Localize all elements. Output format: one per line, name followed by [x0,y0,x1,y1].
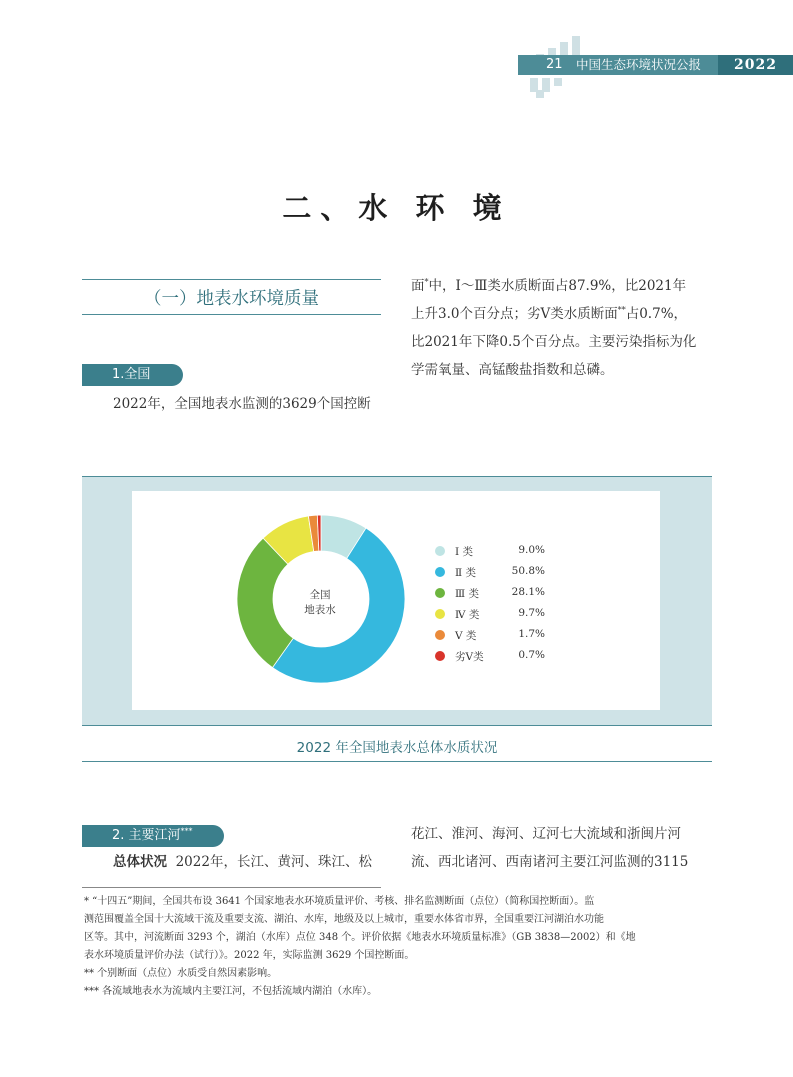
legend-swatch [435,588,445,598]
legend-item [435,586,545,600]
decorative-square [554,78,562,86]
figure-caption: 2022 年全国地表水总体水质状况 [296,740,498,756]
legend-value: 28.1% [511,586,545,598]
legend-item [435,607,545,621]
page-number: 21 [546,57,563,72]
national-text-col2-line4: 学需氧量、高锰酸盐指数和总磷。 [411,362,614,378]
rivers-label-text: 2. 主要江河 [112,828,181,843]
footnote-1-line2: 测范围覆盖全国十大流域干流及重要支流、湖泊、水库，地级及以上城市，重要水体省市界，全国重要江河湖泊水功能 [84,914,604,925]
subsection-label-national: 1.全国 [82,364,183,386]
chapter-title: 二、水 环 境 [282,191,511,225]
rivers-text-col2-line1: 花江、淮河、海河、辽河七大流域和浙闽片河 [411,826,681,842]
rivers-text-col1 [113,848,372,876]
legend-label: 劣Ⅴ类 [455,651,484,663]
legend-label: Ⅰ 类 [455,546,473,558]
legend-swatch [435,651,445,661]
legend-value: 0.7% [518,649,545,661]
donut-center-label-line1: 全国 [309,589,331,601]
rivers-text: 2022年，长江、黄河、珠江、松 [175,854,372,870]
footnote-rule [82,887,381,888]
legend-value: 1.7% [518,628,545,640]
section-rule-top [82,279,381,280]
section-rule-bottom [82,314,381,315]
decorative-square [536,90,544,98]
footnote-3: *** 各流域地表水为流域内主要江河，不包括流域内湖泊（水库）。 [84,986,378,997]
publication-year: 2022 [718,55,793,75]
footnote-1-line1: * “十四五”期间，全国共布设 3641 个国家地表水环境质量评价、考核、排名监测断面（点位）（简称国控断面）。监 [84,896,595,907]
legend-swatch [435,630,445,640]
legend-swatch [435,609,445,619]
legend-swatch [435,567,445,577]
legend-value: 9.0% [518,544,545,556]
footnote-1-line3: 区等。其中，河流断面 3293 个，湖泊（水库）点位 348 个。评价依据《地表水环境质量标准》（GB 3838—2002）和《地 [84,932,636,943]
donut-center-label-line2: 地表水 [304,604,336,616]
legend-value: 50.8% [511,565,545,577]
figure-rule-bottom [82,761,712,762]
legend-item [435,628,545,642]
legend-item [435,565,545,579]
rivers-label-marker: *** [180,826,193,836]
legend-label: Ⅴ 类 [455,630,477,642]
publication-title: 中国生态环境状况公报 [576,57,702,72]
section-heading: （一）地表水环境质量 [144,289,319,309]
figure-rule-middle [82,725,712,726]
rivers-text-col2-line2: 流、西北诸河、西南诸河主要江河监测的3115 [411,854,689,870]
footnote-2: ** 个别断面（点位）水质受自然因素影响。 [84,968,278,979]
national-text-col1: 2022年，全国地表水监测的3629个国控断 [113,396,371,412]
legend-swatch [435,546,445,556]
subsection-label-rivers [82,825,224,847]
legend-label: Ⅳ 类 [455,609,480,621]
legend-value: 9.7% [518,607,545,619]
legend-item [435,544,545,558]
national-text-col2-line2: 上升3.0个百分点；劣Ⅴ类水质断面**占0.7%， [411,305,688,322]
footnote-1-line4: 表水环境质量评价办法（试行）》。2022 年，实际监测 3629 个国控断面。 [84,950,415,961]
legend-item [435,649,545,663]
legend-label: Ⅱ 类 [455,567,476,579]
legend-label: Ⅲ 类 [455,588,479,600]
national-text-col2-line3: 比2021年下降0.5个百分点。主要污染指标为化 [411,334,697,350]
rivers-lead: 总体状况 [113,854,167,870]
national-text-col2-line1: 面*中，Ⅰ～Ⅲ类水质断面占87.9%，比2021年 [411,277,687,294]
